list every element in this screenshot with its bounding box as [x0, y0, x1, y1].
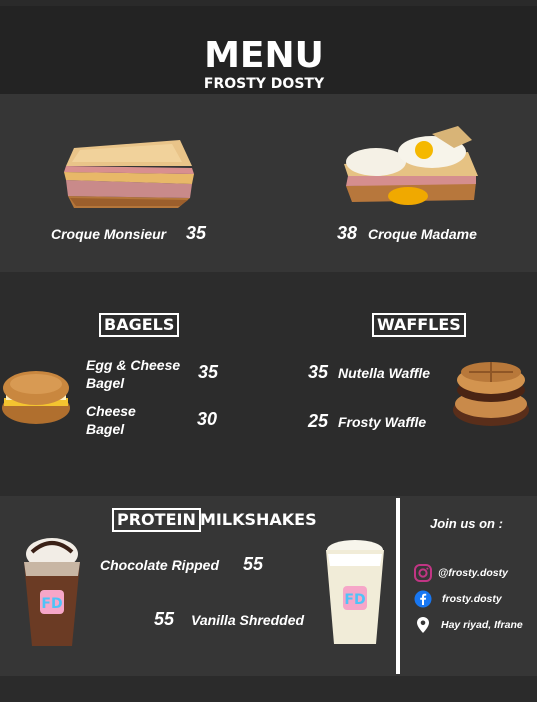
nutella-waffle-price: 35	[308, 362, 329, 382]
cheese-bagel	[86, 402, 136, 438]
croque-madame-price: 38	[337, 223, 358, 243]
brand-name: FROSTY DOSTY	[203, 76, 325, 92]
facebook-handle[interactable]: frosty.dosty	[442, 593, 502, 605]
vanilla-shredded-name: Vanilla Shredded	[191, 612, 305, 628]
location-pin-icon	[414, 616, 432, 634]
vanilla-cup-logo: FD	[344, 592, 366, 608]
egg-cheese-bagel-line2: Bagel	[86, 375, 125, 391]
protein-heading: PROTEIN	[112, 508, 201, 532]
vanilla-shredded-price: 55	[154, 609, 175, 629]
croque-monsieur-image	[60, 138, 198, 214]
instagram-handle[interactable]: @frosty.dosty	[438, 567, 508, 579]
menu-header	[0, 6, 537, 94]
croque-monsieur-name: Croque Monsieur	[51, 226, 167, 242]
chocolate-shake-image	[18, 532, 86, 650]
bagels-waffles-section	[0, 272, 537, 496]
chocolate-ripped-price: 55	[243, 554, 264, 574]
vanilla-shake-image	[322, 536, 388, 648]
bagels-heading: BAGELS	[99, 313, 179, 337]
location-text: Hay riyad, Ifrane	[441, 619, 523, 631]
cheese-bagel-line2: Bagel	[86, 421, 125, 437]
menu-title: MENU	[204, 35, 324, 76]
egg-cheese-bagel	[86, 356, 180, 392]
milkshakes-section	[0, 496, 537, 676]
section-divider	[396, 498, 400, 674]
egg-cheese-bagel-price: 35	[198, 362, 219, 382]
milkshakes-heading: MILKSHAKES	[200, 510, 317, 529]
egg-cheese-bagel-line1: Egg & Cheese	[86, 357, 181, 373]
croque-madame-name: Croque Madame	[368, 226, 477, 242]
cheese-bagel-line1: Cheese	[86, 403, 136, 419]
cheese-bagel-price: 30	[197, 409, 218, 429]
menu-footer	[0, 676, 537, 702]
waffle-stack-image	[449, 356, 533, 430]
sandwich-section	[0, 94, 537, 272]
croque-madame-image	[342, 124, 480, 220]
frosty-waffle-name: Frosty Waffle	[338, 414, 427, 430]
instagram-icon[interactable]	[414, 564, 432, 582]
bagel-image	[0, 368, 72, 426]
waffles-heading: WAFFLES	[372, 313, 466, 337]
chocolate-cup-logo: FD	[41, 596, 63, 612]
chocolate-ripped-name: Chocolate Ripped	[100, 557, 220, 573]
croque-monsieur-price: 35	[186, 223, 207, 243]
frosty-waffle-price: 25	[308, 411, 329, 431]
facebook-icon[interactable]	[414, 590, 432, 608]
join-us-heading: Join us on :	[430, 516, 503, 531]
nutella-waffle-name: Nutella Waffle	[338, 365, 431, 381]
